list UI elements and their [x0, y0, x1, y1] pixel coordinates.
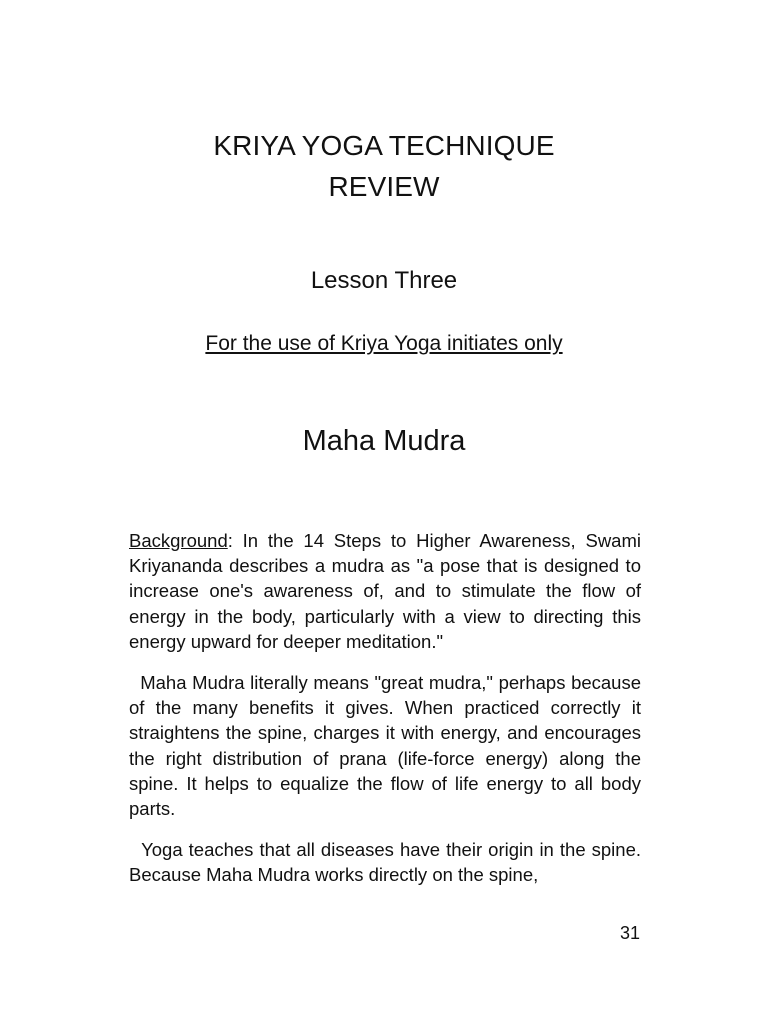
- paragraph-yoga-teaches: [129, 837, 641, 888]
- document-title-line-1: KRIYA YOGA TECHNIQUE: [213, 130, 555, 161]
- background-text: : In the 14 Steps to Higher Awareness, Swami Kriyananda describes a mudra as "a pose that is designed to increase one's awareness of, and to stimulate the flow of energy in the body, particularly with a view to directing this energy upward for deeper meditation.": [129, 530, 641, 652]
- yoga-teaches-text: Yoga teaches that all diseases have their origin in the spine. Because Maha Mudra works directly on the spine,: [129, 839, 642, 886]
- background-label: Background: [129, 530, 228, 551]
- lesson-heading: Lesson Three: [310, 267, 458, 294]
- initiates-notice: For the use of Kriya Yoga initiates only: [205, 332, 563, 355]
- page-number: 31: [619, 923, 640, 943]
- maha-mudra-text: Maha Mudra literally means "great mudra," perhaps because of the many benefits it gives. When practiced correctly it straightens the spine, charges it with energy, and encourages the right distribution of prana (life-force energy) along the spine. It helps to equalize the flow of life energy to all body parts.: [129, 672, 642, 820]
- body-text: [129, 528, 641, 904]
- section-title: Maha Mudra: [302, 425, 466, 457]
- document-title-line-2: REVIEW: [328, 171, 440, 202]
- paragraph-maha-mudra: [129, 670, 641, 821]
- paragraph-background: [129, 528, 641, 654]
